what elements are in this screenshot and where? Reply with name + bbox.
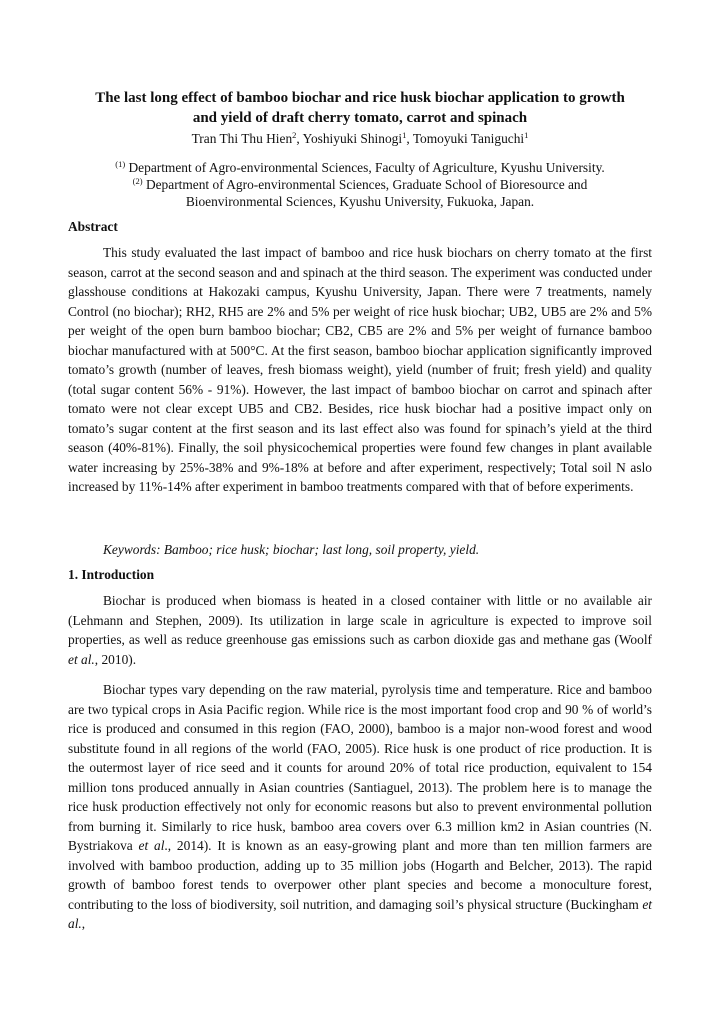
title-line-1: The last long effect of bamboo biochar and rice husk biochar application to growth [95,90,625,106]
paragraph-text: Biochar is produced when biomass is heated in a closed container with little or no available air (Lehmann and Stephen, 2009). Its utilization in large scale in agriculture is expected to improve soil properties, as well as reduce greenhouse gas emissions such as carbon dioxide gas and methane gas (Woolf [68,593,652,647]
affiliation-text: Department of Agro-environmental Sciences, Faculty of Agriculture, Kyushu University. [125,160,605,175]
keywords: Keywords: Bamboo; rice husk; biochar; last long, soil property, yield. [103,542,480,557]
affiliation-mark: (1) [115,159,126,169]
affiliation-1 [60,159,660,176]
paragraph-text: ., 2014). It is known as an easy-growing plant and more than ten million farmers are involved with bamboo production, adding up to 35 million jobs (Hogarth and Belcher, 2013). The rapid growth of bamboo forest tends to overpower other plant species and become a monoculture forest, contributing to the loss of biodiversity, soil nutrition, and damaging soil’s physical structure (Buckingham [68,838,652,912]
title-line-2: and yield of draft cherry tomato, carrot and spinach [192,110,528,126]
section-heading-introduction: 1. Introduction [68,567,155,582]
author-list [60,130,660,148]
author-name: Tomoyuki Taniguchi [412,131,525,146]
affiliation-text: Department of Agro-environmental Sciences, Graduate School of Bioresource and [142,177,588,192]
affiliation-mark: (2) [132,176,143,186]
affiliation-text: Bioenvironmental Sciences, Kyushu University, Fukuoka, Japan. [185,194,535,209]
et-al-italic: et al. [68,651,95,667]
author-affiliation-mark: 1 [524,130,529,140]
author-name: Tran Thi Thu Hien [191,131,293,146]
paper-title [60,88,660,128]
intro-paragraph-1 [68,591,652,669]
et-al-italic: et al [138,838,165,853]
et-al-italic: et al. [68,896,652,931]
affiliations [60,159,660,210]
author-affiliation-mark: 2 [292,130,297,140]
author-separator: , [296,131,303,146]
author-name: Yoshiyuki Shinogi [302,131,403,146]
abstract-heading: Abstract [68,219,118,234]
paragraph-text: , [81,916,86,931]
abstract-paragraph: This study evaluated the last impact of bamboo and rice husk biochars on cherry tomato at the first season, carrot at the second season and and spinach at the third season. The experiment was conducted under glasshouse conditions at Hakozaki campus, Kyushu University, Japan. There were 7 treatments, namely Control (no biochar); RH2, RH5 are 2% and 5% per weight of rice husk biochar; UB2, UB5 are 2% and 5% per weight of the open burn bamboo biochar; CB2, CB5 are 2% and 5% per weight of furnance bamboo biochar manufactured with at 500°C. At the first season, bamboo biochar application significantly improved tomato’s growth (number of leaves, fresh biomass weight), yield (number of fruit; fresh yield) and quality (total sugar content 56% - 91%). However, the last impact of bamboo biochar on carrot and spinach after tomato were not clear except UB5 and CB2. Besides, rice husk biochar had a positive impact only on tomato’s sugar content at the first season and its last effect also was found for spinach’s yield at the third season (40%-81%). Finally, the soil physicochemical properties were found few changes in plant available water increasing by 25%-38% and 9%-18% at before and after experiment, respectively; Total soil N aslo increased by 11%-14% after experiment in bamboo treatments compared with that of before experiments. [68,245,652,494]
author-affiliation-mark: 1 [402,130,407,140]
author-separator: , [406,131,413,146]
paragraph-text: Biochar types vary depending on the raw material, pyrolysis time and temperature. Rice and bamboo are two typical crops in Asia Pacific region. While rice is the most important food crop and 90 % of world’s rice is produced and consumed in this region (FAO, 2000), bamboo is a major non-wood forest and wood substitute found in all regions of the world (FAO, 2005). Rice husk is one product of rice production. It is the outermost layer of rice seed and it counts for around 20% of total rice production, equivalent to 154 million tons produced annually in Asian countries (Santiaguel, 2013). The problem here is to manage the rice husk production effectively not only for economic reasons but also to prevent environmental pollution from burning it. Similarly to rice husk, bamboo area covers over 6.3 million km2 in Asian countries (N. Bystriakova [68,682,652,853]
intro-paragraph-2 [68,680,652,934]
paragraph-text: , 2010). [94,651,137,667]
affiliation-2 [60,176,660,210]
